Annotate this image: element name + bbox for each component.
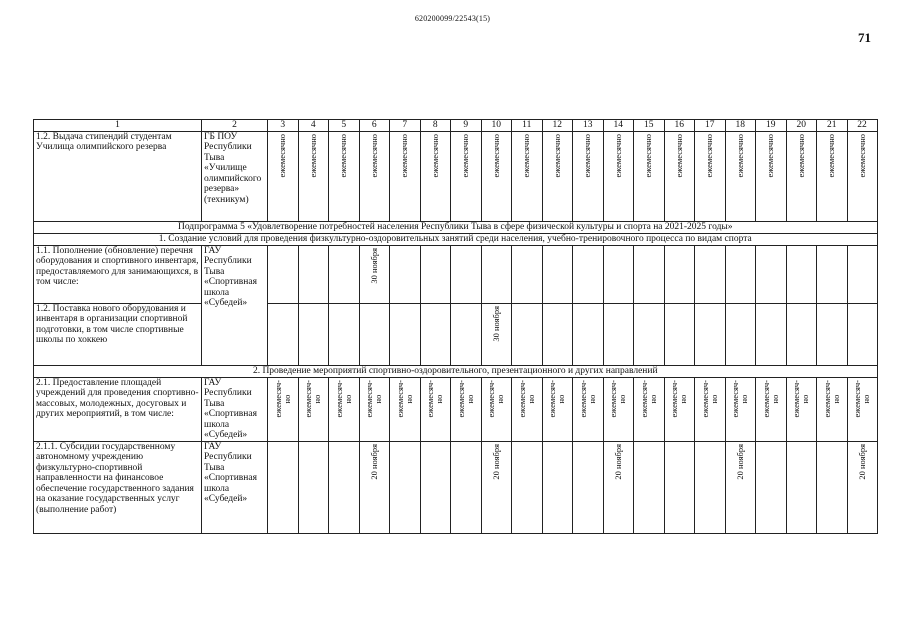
month-cell — [725, 131, 756, 221]
column-header: 13 — [573, 120, 604, 132]
month-cell — [847, 377, 877, 441]
executor-cell: ГБ ПОУ Республики Тыва «Училище олимпийского резерва» (техникум) — [202, 131, 268, 221]
month-cell — [786, 131, 817, 221]
activity-cell: 2.1. Предоставление площадей учреждений для проведения спортивно-массовых, молодежных, досуговых и других мероприятий, в том числе: — [34, 377, 202, 441]
month-cell — [756, 131, 787, 221]
column-header: 18 — [725, 120, 756, 132]
table-row — [34, 245, 878, 303]
month-cell — [481, 441, 512, 533]
month-cell — [542, 131, 573, 221]
month-cell — [542, 377, 573, 441]
table-row — [34, 303, 878, 365]
column-header: 8 — [420, 120, 451, 132]
monthly-mark: ежемесячно — [856, 133, 867, 177]
monthly-mark: ежемесячно — [765, 133, 776, 177]
month-cell — [390, 131, 421, 221]
monthly-mark: ежемесячно — [490, 133, 501, 177]
monthly-mark: ежемесяч- но — [516, 379, 536, 417]
column-header: 16 — [664, 120, 695, 132]
activity-cell: 1.2. Поставка нового оборудования и инвентаря в организации спортивной подготовки, в том числе спортивные школы по хоккею — [34, 303, 202, 365]
monthly-mark: ежемесяч- но — [638, 379, 658, 417]
monthly-mark: ежемесячно — [429, 133, 440, 177]
column-header: 3 — [268, 120, 299, 132]
month-cell — [603, 377, 634, 441]
month-cell — [634, 131, 665, 221]
month-cell — [298, 131, 329, 221]
table-row — [34, 441, 878, 533]
monthly-mark: ежемесяч- но — [272, 379, 292, 417]
month-cell — [268, 377, 299, 441]
monthly-mark: ежемесяч- но — [669, 379, 689, 417]
month-cell — [847, 441, 877, 533]
executor-cell: ГАУ Республики Тыва «Спортивная школа «Субедей» — [202, 441, 268, 533]
month-cell — [359, 131, 390, 221]
month-cell — [268, 131, 299, 221]
monthly-mark: ежемесяч- но — [303, 379, 323, 417]
monthly-mark: ежемесяч- но — [333, 379, 353, 417]
month-cell — [664, 131, 695, 221]
section-row — [34, 233, 878, 245]
deadline-mark: 30 ноября — [490, 305, 501, 342]
monthly-mark: ежемесячно — [368, 133, 379, 177]
column-header: 12 — [542, 120, 573, 132]
month-cell — [512, 131, 543, 221]
deadline-mark: 20 ноября — [490, 443, 501, 480]
column-header: 1 — [34, 120, 202, 132]
month-cell — [634, 377, 665, 441]
activity-cell: 1.2. Выдача стипендий студентам Училища олимпийского резерва — [34, 131, 202, 221]
month-cell — [847, 131, 877, 221]
month-cell — [420, 131, 451, 221]
schedule-table — [33, 119, 878, 534]
column-header: 21 — [817, 120, 848, 132]
monthly-mark: ежемесяч- но — [791, 379, 811, 417]
month-cell — [481, 131, 512, 221]
month-cell — [695, 377, 726, 441]
table-row — [34, 377, 878, 441]
monthly-mark: ежемесячно — [399, 133, 410, 177]
subprogram-title: Подпрограмма 5 «Удовлетворение потребностей населения Республики Тыва в сфере физической культуры и спорта на 2021-2025 годы» — [34, 221, 878, 233]
monthly-mark: ежемесяч- но — [821, 379, 841, 417]
column-header: 22 — [847, 120, 877, 132]
section-title: 2. Проведение мероприятий спортивно-оздоровительного, презентационного и других направлений — [34, 365, 878, 377]
monthly-mark: ежемесячно — [521, 133, 532, 177]
deadline-mark: 20 ноября — [368, 443, 379, 480]
month-cell — [451, 377, 482, 441]
monthly-mark: ежемесяч- но — [394, 379, 414, 417]
page-number: 71 — [858, 30, 871, 45]
monthly-mark: ежемесячно — [277, 133, 288, 177]
monthly-mark: ежемесяч- но — [608, 379, 628, 417]
monthly-mark: ежемесячно — [612, 133, 623, 177]
month-cell — [695, 131, 726, 221]
column-header: 11 — [512, 120, 543, 132]
month-cell — [481, 377, 512, 441]
month-cell — [786, 377, 817, 441]
month-cell — [329, 377, 360, 441]
monthly-mark: ежемесячно — [734, 133, 745, 177]
column-number-row — [34, 120, 878, 132]
monthly-mark: ежемесяч- но — [852, 379, 871, 417]
month-cell — [359, 377, 390, 441]
column-header: 6 — [359, 120, 390, 132]
month-cell — [573, 377, 604, 441]
executor-cell: ГАУ Республики Тыва «Спортивная школа «Субедей» — [202, 245, 268, 365]
monthly-mark: ежемесяч- но — [455, 379, 475, 417]
column-header: 15 — [634, 120, 665, 132]
section-title: 1. Создание условий для проведения физкультурно-оздоровительных занятий среди населения, учебно-тренировочного процесса по видам спорта — [34, 233, 878, 245]
column-header: 7 — [390, 120, 421, 132]
deadline-mark: 20 ноября — [734, 443, 745, 480]
month-cell — [420, 377, 451, 441]
column-header: 9 — [451, 120, 482, 132]
activity-cell: 2.1.1. Субсидии государственному автономному учреждению физкультурно-спортивной направленности на финансовое обеспечение государственного задания на оказание государственных услуг (выполнение работ) — [34, 441, 202, 533]
column-header: 20 — [786, 120, 817, 132]
month-cell — [817, 377, 848, 441]
column-header: 19 — [756, 120, 787, 132]
monthly-mark: ежемесячно — [704, 133, 715, 177]
table-row — [34, 131, 878, 221]
monthly-mark: ежемесячно — [460, 133, 471, 177]
document-id: 620200099/22543(15) — [414, 14, 491, 23]
deadline-mark: 30 ноября — [368, 247, 379, 284]
monthly-mark: ежемесяч- но — [364, 379, 384, 417]
month-cell — [390, 377, 421, 441]
monthly-mark: ежемесячно — [826, 133, 837, 177]
column-header: 2 — [202, 120, 268, 132]
month-cell — [573, 131, 604, 221]
column-header: 14 — [603, 120, 634, 132]
month-cell — [725, 377, 756, 441]
month-cell — [512, 377, 543, 441]
column-header: 10 — [481, 120, 512, 132]
column-header: 17 — [695, 120, 726, 132]
month-cell — [329, 131, 360, 221]
month-cell — [451, 131, 482, 221]
deadline-mark: 20 ноября — [612, 443, 623, 480]
monthly-mark: ежемесячно — [582, 133, 593, 177]
monthly-mark: ежемесячно — [338, 133, 349, 177]
month-cell — [603, 441, 634, 533]
subprogram-row — [34, 221, 878, 233]
activity-cell: 1.1. Пополнение (обновление) перечня оборудования и спортивного инвентаря, предоставляемого для занимающихся, в том числе: — [34, 245, 202, 303]
monthly-mark: ежемесячно — [307, 133, 318, 177]
monthly-mark: ежемесяч- но — [699, 379, 719, 417]
monthly-mark: ежемесячно — [551, 133, 562, 177]
month-cell — [298, 377, 329, 441]
month-cell — [725, 441, 756, 533]
month-cell — [603, 131, 634, 221]
monthly-mark: ежемесяч- но — [486, 379, 506, 417]
monthly-mark: ежемесячно — [673, 133, 684, 177]
month-cell — [664, 377, 695, 441]
column-header: 5 — [329, 120, 360, 132]
month-cell — [359, 441, 390, 533]
monthly-mark: ежемесячно — [643, 133, 654, 177]
executor-cell: ГАУ Республики Тыва «Спортивная школа «Субедей» — [202, 377, 268, 441]
month-cell — [359, 245, 390, 303]
month-cell — [756, 377, 787, 441]
section-row — [34, 365, 878, 377]
monthly-mark: ежемесячно — [795, 133, 806, 177]
monthly-mark: ежемесяч- но — [730, 379, 750, 417]
month-cell — [817, 131, 848, 221]
deadline-mark: 20 ноября — [856, 443, 867, 480]
monthly-mark: ежемесяч- но — [577, 379, 597, 417]
monthly-mark: ежемесяч- но — [425, 379, 445, 417]
month-cell — [481, 303, 512, 365]
column-header: 4 — [298, 120, 329, 132]
monthly-mark: ежемесяч- но — [547, 379, 567, 417]
monthly-mark: ежемесяч- но — [760, 379, 780, 417]
